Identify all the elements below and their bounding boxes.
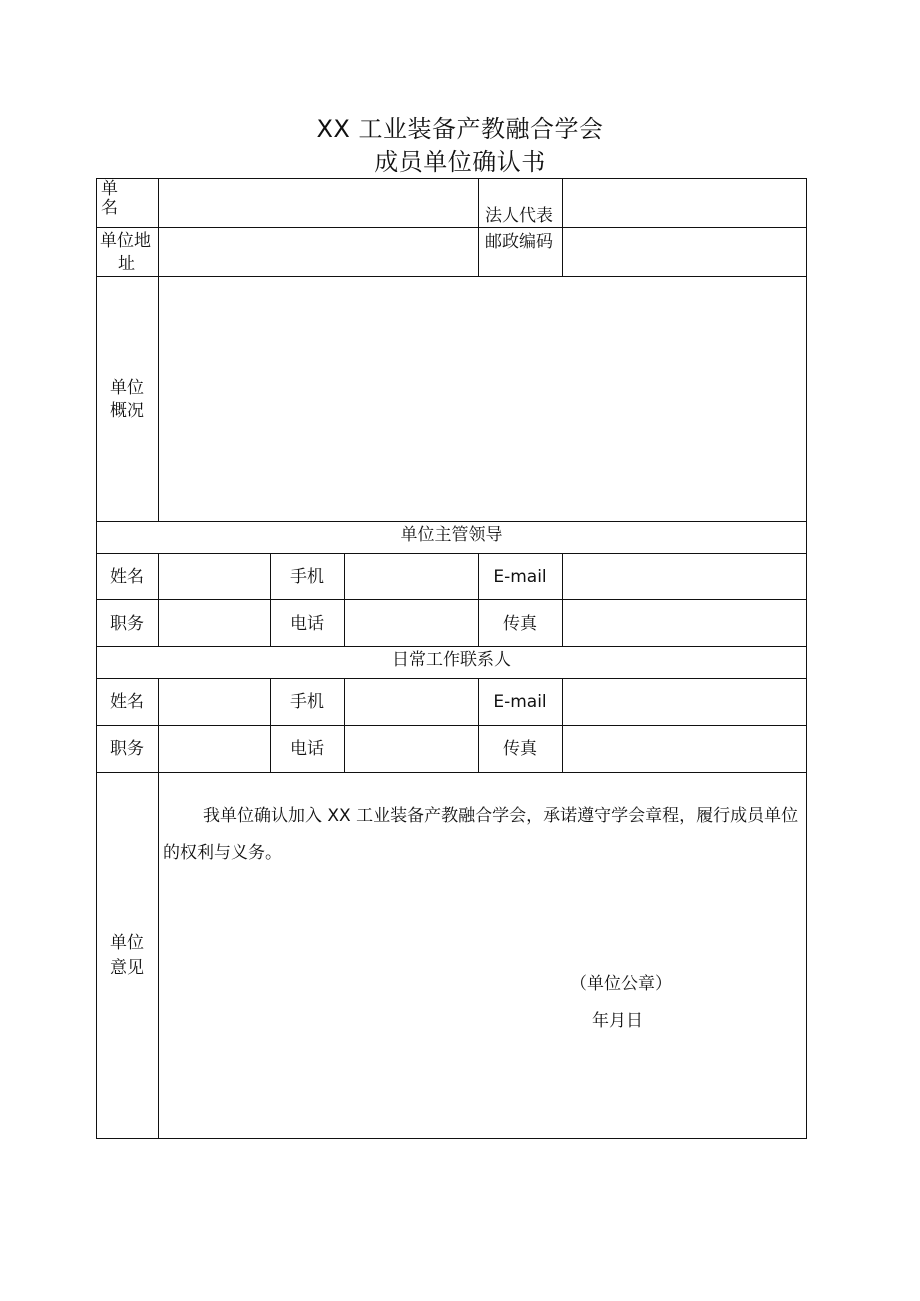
unit-name-label-line2: 名 [101,198,118,218]
grid-line [562,553,563,646]
leader-position-label: 职务 [110,614,144,634]
contact-name-label: 姓名 [110,692,144,712]
grid-line [96,227,807,228]
grid-line [478,178,479,276]
overview-label-line1: 单位 [110,378,144,398]
overview-label-line2: 概况 [110,401,144,421]
grid-line [158,178,159,521]
legal-rep-label: 法人代表 [485,206,553,226]
leader-name-label: 姓名 [110,567,144,587]
grid-line [96,646,807,647]
grid-line [96,1138,807,1139]
confirmation-statement: 我单位确认加入 XX 工业装备产教融合学会，承诺遵守学会章程，履行成员单位的权利与义务。 [163,806,799,863]
grid-line [96,678,807,679]
grid-line [344,553,345,646]
grid-line [96,276,807,277]
confirmation-form [96,178,807,1139]
date-placeholder: 年月日 [592,1011,643,1031]
opinion-label-line1: 单位 [110,933,144,953]
contact-fax-label: 传真 [503,739,537,759]
seal-placeholder: （单位公章） [570,974,672,994]
grid-line [96,178,807,179]
contact-phone-label: 电话 [290,739,324,759]
grid-line [96,553,807,554]
leader-fax-label: 传真 [503,614,537,634]
unit-name-label-line1: 单 [101,179,118,199]
leader-mobile-label: 手机 [290,567,324,587]
grid-line [158,553,159,646]
opinion-label-line2: 意见 [110,958,144,978]
unit-address-label-line2: 址 [118,254,135,274]
unit-address-label-line1: 单位地 [100,231,151,251]
contact-section-title: 日常工作联系人 [392,650,511,670]
grid-line [96,772,807,773]
document-subtitle: 成员单位确认书 [374,148,546,176]
grid-line [96,725,807,726]
grid-line [562,678,563,772]
grid-line [96,599,807,600]
document-title: XX 工业装备产教融合学会 [316,115,604,143]
grid-line [96,521,807,522]
grid-line [344,678,345,772]
contact-mobile-label: 手机 [290,692,324,712]
contact-email-label: E-mail [493,692,547,712]
grid-line [158,678,159,1139]
leader-phone-label: 电话 [290,614,324,634]
postcode-label: 邮政编码 [485,232,553,252]
leader-email-label: E-mail [493,567,547,587]
grid-line [562,178,563,276]
leader-section-title: 单位主管领导 [400,525,503,545]
contact-position-label: 职务 [110,739,144,759]
